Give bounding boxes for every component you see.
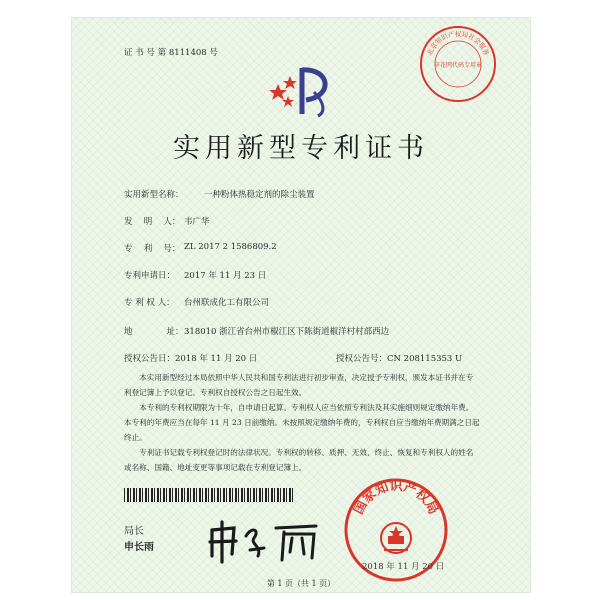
field-label-patentee: 专 利 权 人： [124,298,175,308]
grant-number [336,352,462,364]
cert-no-label: 证 书 号 第 [124,48,167,58]
grant-date [124,352,257,364]
page-footer: 第 1 页（共 1 页） [266,579,336,588]
field-label-address: 地 址： [124,327,184,337]
body-paragraph-1: 本实用新型经过本局依照中华人民共和国专利法进行初步审查，决定授予专利权，颁发本证书并在专利登记簿上予以登记。专利权自授权公告之日起生效。 [124,373,474,397]
body-paragraph-3: 专利证书记载专利权登记时的法律状况。专利权的转移、质押、无效、终止、恢复和专利权人的姓名或名称、国籍、地址变更等事项记载在专利登记簿上。 [124,448,474,472]
svg-text:国家知识产权局 [350,478,440,517]
corner-stamp-text: 北京知识产权局社会服务 [425,30,491,57]
barcode [124,488,294,502]
grant-date-label: 授权公告日： [124,354,176,364]
seal-date: 2018 年 11 月 20 日 [362,562,445,572]
patent-office-logo [268,62,338,118]
certificate-body [124,370,480,475]
field-label-name: 实用新型名称： [124,190,184,200]
cert-no-suffix: 号 [209,48,218,58]
director-signature [204,516,324,564]
certificate-number [124,46,218,58]
field-value-patent-no: ZL 2017 2 1586809.2 [184,242,277,252]
grant-no-label: 授权公告号： [336,354,388,364]
corner-stamp-center: 申花网代码专用章 [433,62,483,69]
field-value-address: 318010 浙江省台州市椒江区下陈街道椒洋村村部西边 [184,327,390,337]
grant-no-value: CN 208115353 U [387,354,463,364]
field-value-name: 一种粉体热稳定剂的除尘装置 [204,190,315,200]
body-paragraph-2: 本专利的专利权期限为十年，自申请日起算。专利权人应当依照专利法及其实施细则规定缴纳年费。本专利的年费应当在每年 11 月 23 日前缴纳。未按照规定缴纳年费的，专利权自应当缴纳年费期满之日起终止。 [124,403,480,442]
national-emblem-icon [381,523,411,553]
svg-text:北京知识产权局社会服务 [425,29,492,57]
field-value-inventor: 韦广华 [184,217,210,227]
director-title: 局长 [124,526,144,537]
corner-stamp [418,24,498,104]
patent-certificate [72,18,530,592]
certificate-title: 实用新型专利证书 [173,133,429,164]
field-label-inventor: 发 明 人： [124,217,181,227]
field-label-filing-date: 专利申请日： [124,271,176,281]
field-label-patent-no: 专 利 号： [124,244,181,254]
cert-no-value: 8111408 [168,48,207,58]
director-name: 申长雨 [124,542,154,553]
field-value-filing-date: 2017 年 11 月 23 日 [184,271,267,281]
grant-date-value: 2018 年 11 月 20 日 [175,354,258,364]
field-value-patentee: 台州联成化工有限公司 [184,298,270,308]
seal-text: 国家知识产权局 [351,479,441,518]
